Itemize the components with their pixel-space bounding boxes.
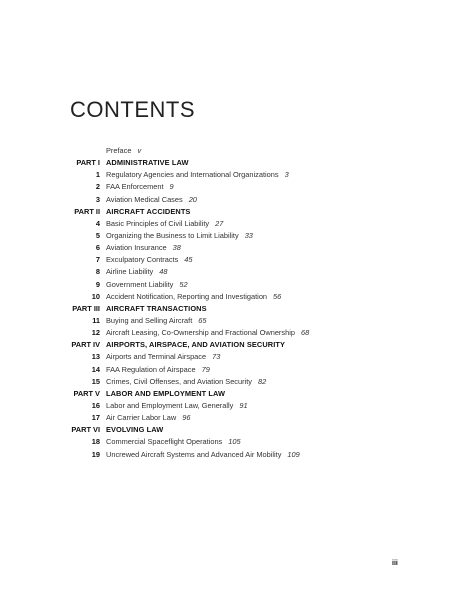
toc-page-number: 33 [244,230,253,240]
page-folio: iii [392,560,398,567]
page-title: CONTENTS [70,97,195,122]
toc-entry-chapter[interactable] [0,279,460,291]
toc-label: Aviation Insurance [106,243,167,253]
toc-number: 3 [95,194,100,204]
toc-number: 19 [91,449,100,459]
toc-number: 8 [95,267,100,277]
toc-label: Uncrewed Aircraft Systems and Advanced Air Mobility [106,449,282,459]
toc-page-number: 73 [212,352,221,362]
toc-entry-chapter[interactable] [0,412,460,424]
toc-label: Accident Notification, Reporting and Investigation [106,291,268,301]
toc-entry-chapter[interactable] [0,218,460,230]
toc-part-heading[interactable] [0,206,460,218]
toc-page-number: 48 [159,267,168,277]
toc-entry-chapter[interactable] [0,436,460,448]
toc-page-number: 52 [179,279,188,289]
toc-number: 17 [91,413,100,423]
toc-number: 18 [91,437,100,447]
toc-page-number: 109 [287,449,300,459]
toc-part-title: EVOLVING LAW [106,425,164,435]
toc-page-number: 56 [273,291,282,301]
toc-number: 12 [91,328,100,338]
toc-entry-chapter[interactable] [0,230,460,242]
toc-part-number: PART I [76,158,100,168]
toc-part-heading[interactable] [0,388,460,400]
toc-number: 6 [95,243,100,253]
toc-page-number: 79 [201,364,210,374]
toc-entry-chapter[interactable] [0,254,460,266]
toc-part-number: PART V [73,388,100,398]
toc-label: Regulatory Agencies and International Organizations [106,170,279,180]
toc-page-number: 91 [239,400,248,410]
toc-part-title: AIRCRAFT TRANSACTIONS [106,303,207,313]
toc-part-heading[interactable] [0,157,460,169]
toc-label: Crimes, Civil Offenses, and Aviation Security [106,376,252,386]
toc-label: Basic Principles of Civil Liability [106,218,210,228]
toc-number: 1 [95,170,100,180]
toc-number: 14 [91,364,100,374]
toc-entry-chapter[interactable] [0,364,460,376]
toc-label: Labor and Employment Law, Generally [106,400,234,410]
toc-number: 15 [91,376,100,386]
toc-label: Aircraft Leasing, Co-Ownership and Fractional Ownership [106,328,295,338]
table-of-contents [0,145,460,461]
toc-number: 10 [91,291,100,301]
toc-page-number: 105 [228,437,241,447]
toc-label: Airline Liability [106,267,154,277]
toc-entry-chapter[interactable] [0,242,460,254]
toc-entry-chapter[interactable] [0,449,460,461]
toc-entry-chapter[interactable] [0,327,460,339]
toc-part-number: PART IV [71,340,100,350]
toc-part-title: LABOR AND EMPLOYMENT LAW [106,388,226,398]
toc-page-number: 68 [300,328,310,338]
toc-page-number: 65 [198,315,207,325]
toc-part-number: PART III [72,303,100,313]
toc-label: FAA Regulation of Airspace [106,364,196,374]
toc-part-heading[interactable] [0,424,460,436]
toc-label: Government Liability [106,279,174,289]
toc-page-number: 38 [172,243,181,253]
toc-label: FAA Enforcement [106,182,164,192]
toc-entry-chapter[interactable] [0,194,460,206]
toc-label: Buying and Selling Aircraft [106,315,193,325]
toc-entry-chapter[interactable] [0,266,460,278]
toc-label: Aviation Medical Cases [106,194,183,204]
toc-part-heading[interactable] [0,339,460,351]
toc-entry-chapter[interactable] [0,376,460,388]
toc-number: 4 [95,218,100,228]
toc-number: 13 [91,352,100,362]
toc-number: 5 [95,230,100,240]
toc-page-number: 82 [257,376,267,386]
toc-part-title: AIRCRAFT ACCIDENTS [106,206,191,216]
toc-entry-chapter[interactable] [0,351,460,363]
toc-part-title: AIRPORTS, AIRSPACE, AND AVIATION SECURITY [106,340,286,350]
toc-page-number: 27 [215,218,224,228]
toc-page-number: 20 [188,194,197,204]
toc-page-number: 96 [182,413,191,423]
toc-page-number: 9 [169,182,174,192]
toc-number: 2 [95,182,100,192]
toc-number: 9 [95,279,100,289]
toc-part-number: PART II [74,206,100,216]
toc-entry-preface[interactable] [0,145,460,157]
toc-part-heading[interactable] [0,303,460,315]
toc-entry-chapter[interactable] [0,400,460,412]
toc-number: 11 [92,315,100,325]
toc-page-number: 3 [284,170,289,180]
toc-label: Commercial Spaceflight Operations [106,437,223,447]
toc-label: Preface [106,146,132,155]
toc-entry-chapter[interactable] [0,181,460,193]
toc-number: 16 [91,400,100,410]
toc-entry-chapter[interactable] [0,315,460,327]
toc-number: 7 [95,255,100,265]
toc-label: Organizing the Business to Limit Liability [106,230,239,240]
toc-page-number: v [137,146,142,155]
toc-part-number: PART VI [71,425,100,435]
toc-label: Exculpatory Contracts [106,255,179,265]
toc-page-number: 45 [184,255,193,265]
toc-entry-chapter[interactable] [0,169,460,181]
toc-label: Air Carrier Labor Law [106,413,177,423]
toc-part-title: ADMINISTRATIVE LAW [106,158,189,168]
toc-label: Airports and Terminal Airspace [106,352,207,362]
toc-entry-chapter[interactable] [0,291,460,303]
